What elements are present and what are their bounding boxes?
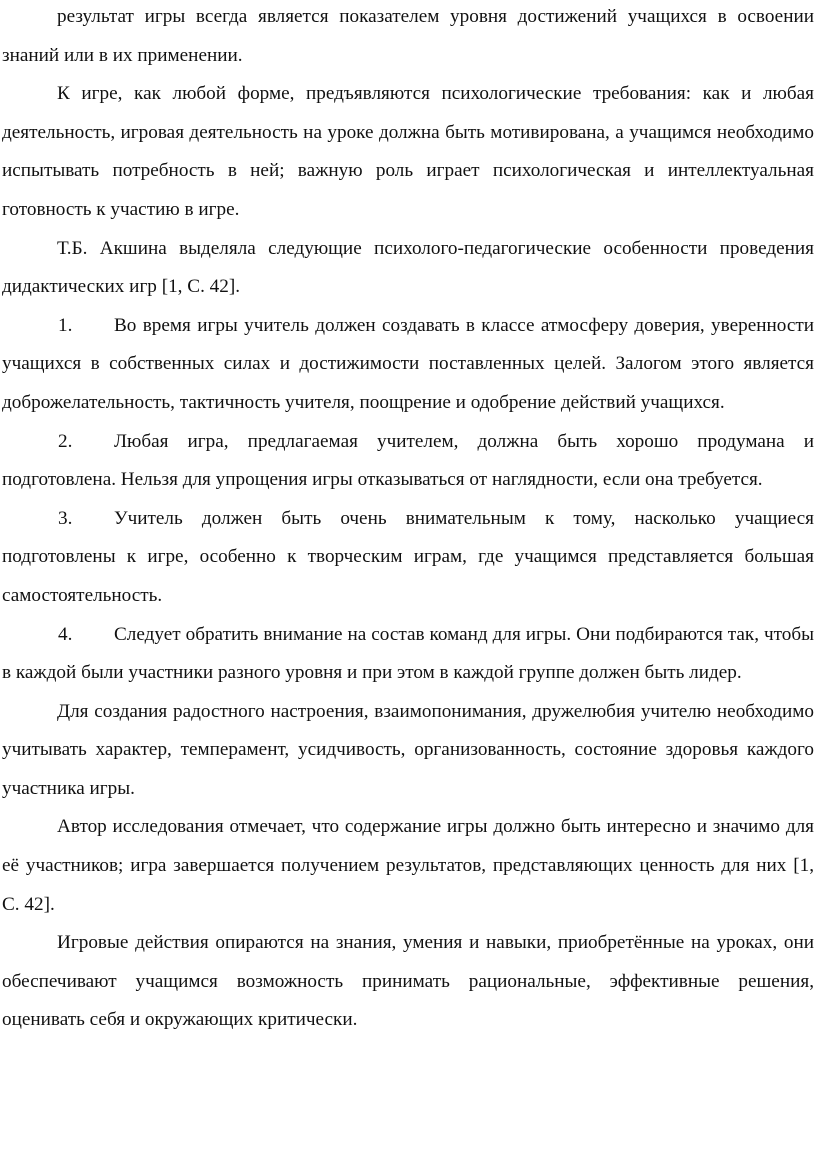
list-item-number: 3. [58, 507, 73, 529]
list-item [2, 500, 814, 616]
list-item-text: Следует обратить внимание на состав команд для игры. Они подбираются так, чтобы в каждой были участники разного уровня и при этом в каждой группе должен быть лидер. [2, 623, 814, 684]
paragraph-game-actions: Игровые действия опираются на знания, умения и навыки, приобретённые на уроках, они обеспечивают учащимся возможность принимать рациональные, эффективные решения, оценивать себя и окружающих критически. [2, 932, 814, 1031]
list-item [2, 423, 814, 500]
paragraph-mood: Для создания радостного настроения, взаимопонимания, дружелюбия учителю необходимо учитывать характер, темперамент, усидчивость, организованность, состояние здоровья каждого участника игры. [2, 700, 814, 799]
paragraph-research-author: Автор исследования отмечает, что содержание игры должно быть интересно и значимо для её участников; игра завершается получением результатов, представляющих ценность для них [1, С. 42]. [2, 816, 814, 915]
paragraph-akshina-intro: Т.Б. Акшина выделяла следующие психолого-педагогические особенности проведения дидактических игр [1, С. 42]. [2, 237, 814, 298]
list-item [2, 307, 814, 423]
list-item-text: Любая игра, предлагаемая учителем, должна быть хорошо продумана и подготовлена. Нельзя для упрощения игры отказываться от наглядности, если она требуется. [2, 430, 814, 491]
list-item-text: Во время игры учитель должен создавать в классе атмосферу доверия, уверенности учащихся в собственных силах и достижимости поставленных целей. Залогом этого является доброжелательность, тактичность учителя, поощрение и одобрение действий учащихся. [2, 314, 814, 413]
list-item-text: Учитель должен быть очень внимательным к тому, насколько учащиеся подготовлены к игре, особенно к творческим играм, где учащимся представляется большая самостоятельность. [2, 507, 814, 606]
paragraph-psychological-requirements: К игре, как любой форме, предъявляются психологические требования: как и любая деятельность, игровая деятельность на уроке должна быть мотивирована, а учащимся необходимо испытывать потребность в ней; важную роль играет психологическая и интеллектуальная готовность к участию в игре. [2, 83, 814, 220]
list-item-number: 4. [58, 623, 73, 645]
list-item-number: 2. [58, 430, 73, 452]
list-item-number: 1. [58, 314, 73, 336]
paragraph-continuation: результат игры всегда является показателем уровня достижений учащихся в освоении знаний или в их применении. [2, 6, 814, 66]
list-item [2, 616, 814, 693]
